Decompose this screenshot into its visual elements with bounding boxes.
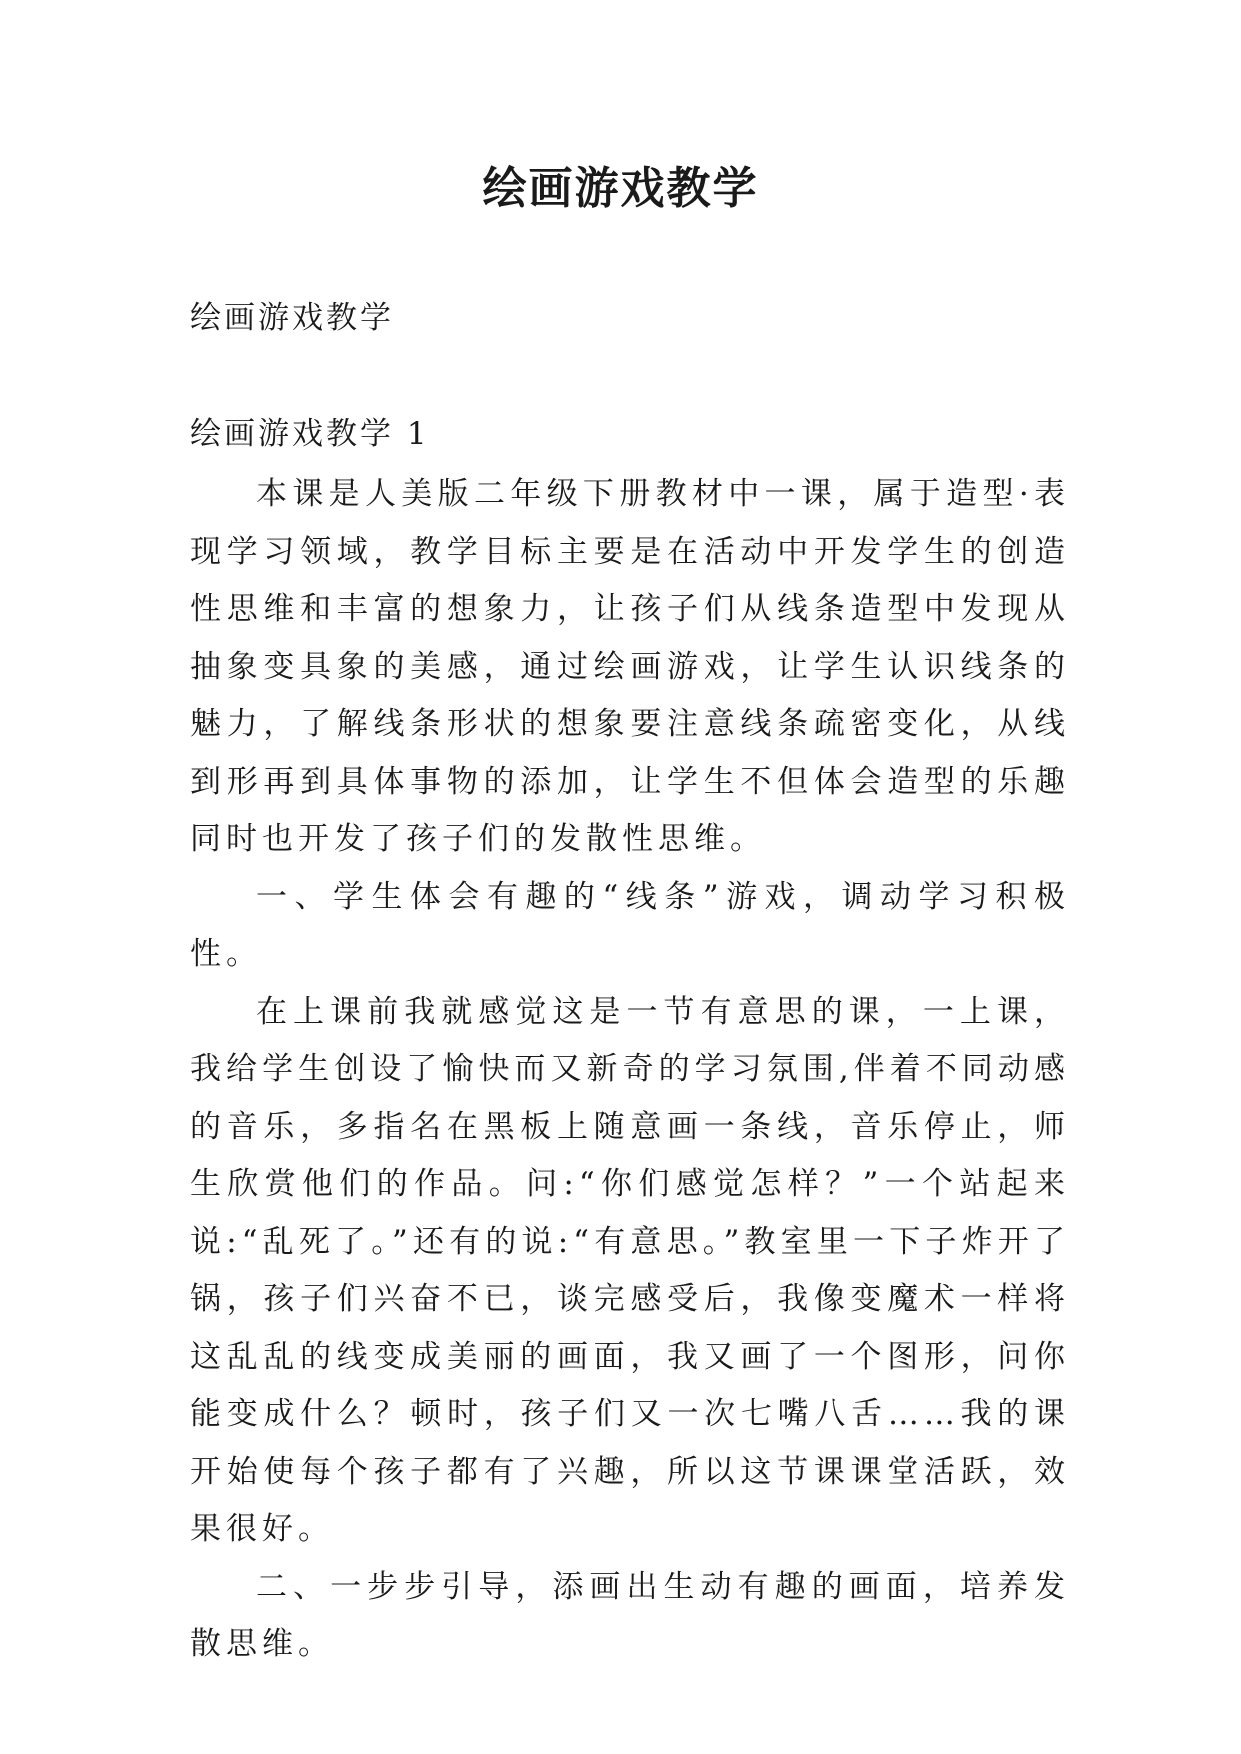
document-title: 绘画游戏教学 (482, 163, 759, 214)
body-text (190, 466, 1070, 1674)
paragraph-point-one: 一、学生体会有趣的“线条”游戏，调动学习积极性。 (190, 878, 1070, 972)
section-heading: 绘画游戏教学 1 (190, 416, 430, 452)
paragraph-point-two: 二、一步步引导，添画出生动有趣的画面，培养发散思维。 (190, 1568, 1070, 1662)
document-subtitle: 绘画游戏教学 (190, 300, 394, 336)
paragraph-classroom-story: 在上课前我就感觉这是一节有意思的课，一上课，我给学生创设了愉快而又新奇的学习氛围,伴着不同动感的音乐，多指名在黑板上随意画一条线，音乐停止，师生欣赏他们的作品。问:“你们感觉怎样？”一个站起来说:“乱死了。”还有的说:“有意思。”教室里一下子炸开了锅，孩子们兴奋不已，谈完感受后，我像变魔术一样将这乱乱的线变成美丽的画面，我又画了一个图形，问你能变成什么？顿时，孩子们又一次七嘴八舌……我的课开始使每个孩子都有了兴趣，所以这节课课堂活跃，效果很好。 (190, 993, 1070, 1547)
paragraph-intro: 本课是人美版二年级下册教材中一课，属于造型·表现学习领域，教学目标主要是在活动中开发学生的创造性思维和丰富的想象力，让孩子们从线条造型中发现从抽象变具象的美感，通过绘画游戏，让学生认识线条的魅力，了解线条形状的想象要注意线条疏密变化，从线到形再到具体事物的添加，让学生不但体会造型的乐趣同时也开发了孩子们的发散性思维。 (190, 476, 1070, 857)
